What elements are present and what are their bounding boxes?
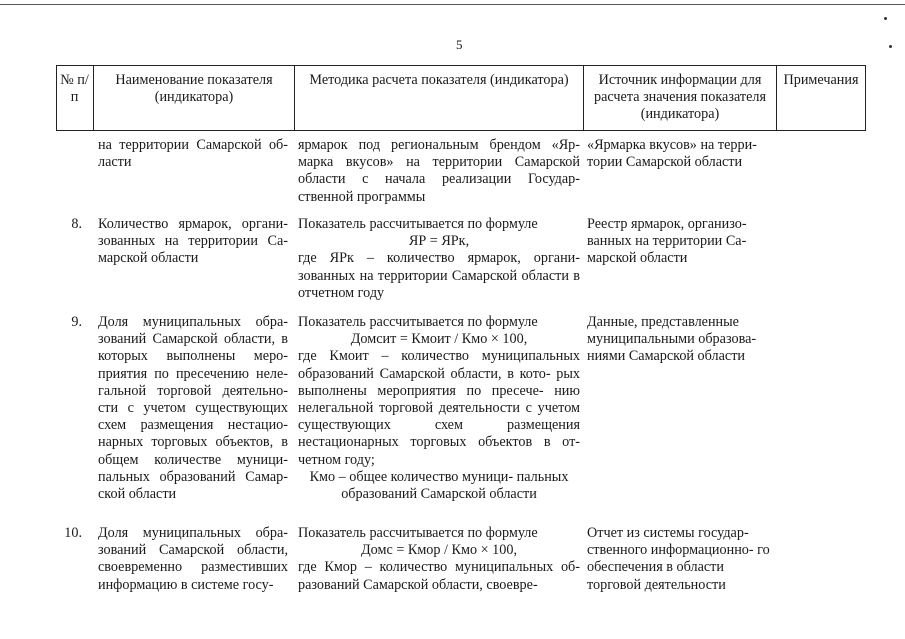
header-name: Наименование показателя (индикатора) <box>115 72 273 106</box>
row-source: Отчет из системы государ- ственного информационно- го обеспечения в области торговой деятельности <box>587 525 770 593</box>
table-top-border <box>56 65 866 66</box>
column-divider <box>865 65 866 131</box>
row-name: Доля муниципальных обра- зований Самарской области, в которых выполнены меро- приятия по пресечению неле- гальной торговой деятельно- сти с учетом существующих схем размещения нестацио- нарных торговых объектов, в общем количестве муници- пальных образований Самар- ской области <box>98 314 288 503</box>
row-method <box>298 314 580 503</box>
row-source: «Ярмарка вкусов» на терри- тории Самарской области <box>587 137 757 171</box>
column-divider <box>583 65 584 131</box>
row-method: ярмарок под региональным брендом «Яр- марка вкусов» на территории Самарской области с начала реализации Государ- ственной программы <box>298 137 580 205</box>
method-description-extra: Кмо – общее количество муници- пальных образований Самарской области <box>309 468 569 503</box>
row-name: Доля муниципальных обра- зований Самарской области, своевременно разместивших информацию в системе госу- <box>98 525 288 593</box>
row-source: Реестр ярмарок, организо- ванных на территории Са- марской области <box>587 216 747 267</box>
column-divider <box>776 65 777 131</box>
method-intro: Показатель рассчитывается по формуле <box>298 525 538 541</box>
header-source: Источник информации для расчета значения показателя (индикатора) <box>594 72 766 123</box>
header-num: № п/п <box>60 72 89 106</box>
method-formula: Домсит = Кмоит / Кмо × 100, <box>350 331 528 348</box>
column-divider <box>294 65 295 131</box>
method-intro: Показатель рассчитывается по формуле <box>298 216 538 232</box>
page-number: 5 <box>456 37 463 52</box>
scan-speck <box>884 17 887 20</box>
row-name: Количество ярмарок, органи- зованных на территории Са- марской области <box>98 216 288 267</box>
column-divider <box>93 65 94 131</box>
column-divider <box>56 65 57 131</box>
method-formula: ЯР = ЯРк, <box>408 233 470 250</box>
row-method <box>298 216 580 302</box>
page-top-edge <box>0 4 905 5</box>
row-number: 9. <box>71 314 82 330</box>
header-notes: Примечания <box>783 72 859 88</box>
row-number: 8. <box>71 216 82 232</box>
method-intro: Показатель рассчитывается по формуле <box>298 314 538 330</box>
method-description: где ЯРк – количество ярмарок, органи- зованных на территории Самарской области в отчетном году <box>298 250 580 301</box>
method-formula: Домс = Кмор / Кмо × 100, <box>361 542 517 559</box>
row-number: 10. <box>64 525 82 541</box>
table-header-bottom-border <box>56 130 866 131</box>
method-description: где Кмоит – количество муниципальных образований Самарской области, в кото- рых выполнены мероприятия по пресече- нию нелегальной торговой деятельности с учетом существующих схем размещения нестационарных торговых объектов в от- четном году; <box>298 348 580 468</box>
row-method <box>298 525 580 594</box>
row-name: на территории Самарской об- ласти <box>98 137 288 171</box>
header-method: Методика расчета показателя (индикатора) <box>309 72 569 88</box>
method-description: где Кмор – количество муниципальных об- разований Самарской области, своевре- <box>298 559 580 593</box>
row-source: Данные, представленные муниципальными образова- ниями Самарской области <box>587 314 757 365</box>
scan-speck <box>889 45 892 48</box>
